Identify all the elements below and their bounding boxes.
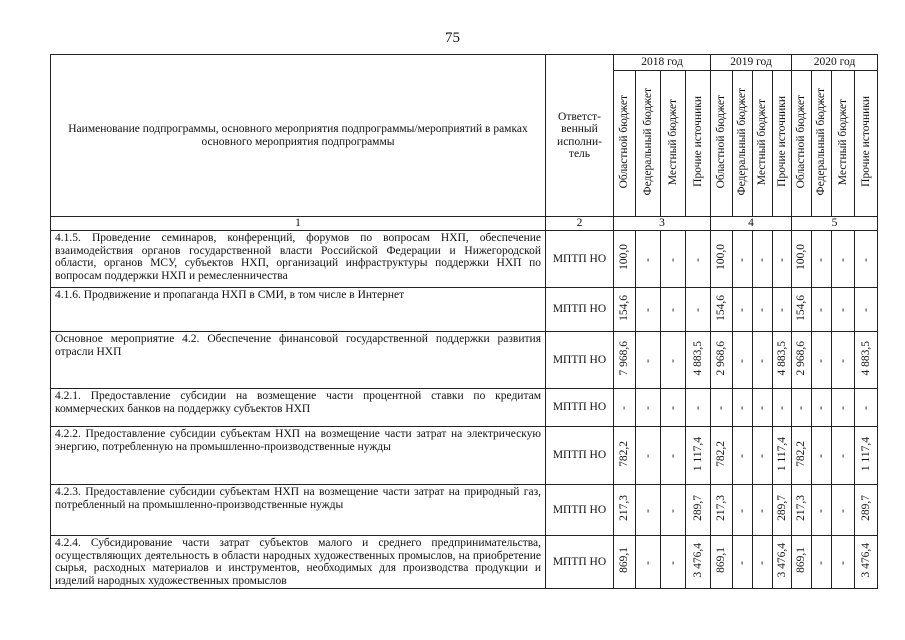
value-text: 7 968,6: [618, 341, 631, 376]
value-cell: [832, 427, 855, 485]
value-cell: [614, 536, 636, 589]
value-cell: [614, 288, 636, 332]
value-text: -: [815, 508, 828, 513]
header-responsible-text: Ответст- венный исполни- тель: [557, 110, 602, 160]
value-text: -: [715, 406, 728, 411]
value-text: 217,3: [795, 495, 808, 522]
value-text: -: [618, 406, 631, 411]
value-text: -: [691, 406, 704, 411]
value-text: -: [836, 454, 849, 459]
src-other: [686, 71, 711, 217]
value-text: 217,3: [618, 495, 631, 522]
value-text: -: [756, 308, 769, 313]
src-federal: [733, 71, 753, 217]
value-cell: [832, 389, 855, 427]
value-cell: [636, 231, 661, 288]
value-text: -: [666, 358, 679, 363]
value-text: -: [836, 308, 849, 313]
value-text: 2 968,6: [795, 341, 808, 376]
value-cell: [855, 427, 878, 485]
value-text: -: [815, 454, 828, 459]
value-text: -: [691, 257, 704, 262]
value-cell: [792, 288, 812, 332]
value-cell: [792, 427, 812, 485]
value-cell: [832, 231, 855, 288]
value-cell: [792, 485, 812, 536]
value-cell: [753, 231, 773, 288]
value-text: -: [756, 508, 769, 513]
value-text: 154,6: [618, 294, 631, 321]
value-cell: [773, 288, 792, 332]
table-row: [51, 427, 878, 485]
value-cell: [855, 536, 878, 589]
value-text: -: [756, 454, 769, 459]
value-cell: [733, 389, 753, 427]
value-cell: [812, 231, 832, 288]
value-text: -: [815, 406, 828, 411]
value-cell: [773, 427, 792, 485]
budget-table: [50, 54, 878, 589]
value-cell: [614, 389, 636, 427]
value-cell: [773, 485, 792, 536]
value-cell: [812, 427, 832, 485]
value-cell: [855, 332, 878, 389]
value-cell: [855, 231, 878, 288]
row-responsible: МПТП НО: [546, 332, 614, 389]
value-cell: [773, 231, 792, 288]
value-text: -: [815, 560, 828, 565]
header-responsible: [546, 55, 614, 217]
value-text: 3 476,4: [859, 543, 872, 578]
value-text: -: [641, 454, 654, 459]
table-row: [51, 536, 878, 589]
value-text: 289,7: [775, 495, 788, 522]
value-cell: [855, 288, 878, 332]
value-cell: [773, 332, 792, 389]
value-text: 100,0: [795, 244, 808, 271]
value-cell: [711, 231, 733, 288]
value-text: -: [859, 257, 872, 262]
row-name: 4.1.6. Продвижение и пропаганда НХП в СМИ, в том числе в Интернет: [51, 288, 546, 332]
table-row: [51, 231, 878, 288]
value-text: -: [756, 358, 769, 363]
value-cell: [832, 332, 855, 389]
src-local: [661, 71, 686, 217]
value-cell: [661, 427, 686, 485]
value-text: -: [859, 406, 872, 411]
table-row: [51, 485, 878, 536]
value-text: -: [795, 406, 808, 411]
value-cell: [661, 288, 686, 332]
value-cell: [614, 427, 636, 485]
value-text: -: [756, 560, 769, 565]
row-responsible: МПТП НО: [546, 485, 614, 536]
table-row: [51, 288, 878, 332]
value-cell: [855, 485, 878, 536]
row-name: 4.2.3. Предоставление субсидии субъектам НХП на возмещение части затрат на природный газ, потребленный на промышленно-производственные нужды: [51, 485, 546, 536]
src-label: Областной бюджет: [795, 95, 808, 189]
value-cell: [686, 536, 711, 589]
value-text: 3 476,4: [691, 543, 704, 578]
value-text: -: [641, 406, 654, 411]
value-cell: [661, 485, 686, 536]
value-cell: [753, 389, 773, 427]
value-text: -: [836, 406, 849, 411]
value-cell: [614, 332, 636, 389]
value-cell: [733, 485, 753, 536]
value-text: -: [859, 308, 872, 313]
value-text: 1 117,4: [691, 436, 704, 471]
src-label: Областной бюджет: [715, 95, 728, 189]
value-cell: [614, 231, 636, 288]
row-name: 4.2.2. Предоставление субсидии субъектам НХП на возмещение части затрат на электрическую энергию, потребленную на промышленно-производственные нужды: [51, 427, 546, 485]
value-text: -: [736, 560, 749, 565]
value-cell: [636, 288, 661, 332]
value-cell: [711, 427, 733, 485]
value-cell: [636, 332, 661, 389]
column-number: 5: [792, 217, 878, 231]
value-text: 217,3: [715, 495, 728, 522]
value-text: 782,2: [795, 440, 808, 467]
value-cell: [753, 427, 773, 485]
row-responsible: МПТП НО: [546, 288, 614, 332]
value-text: -: [736, 406, 749, 411]
value-cell: [661, 231, 686, 288]
value-text: -: [815, 308, 828, 313]
value-cell: [711, 485, 733, 536]
header-row-years: [51, 55, 878, 71]
value-cell: [792, 231, 812, 288]
value-cell: [661, 332, 686, 389]
row-name: 4.1.5. Проведение семинаров, конференций, форумов по вопросам НХП, обеспечение взаимодействия органов государственной власти Российской Федерации и Нижегородской области, органов МСУ, субъектов НХП, организаций инфраструктуры поддержки НХП по вопросам поддержки НХП и ремесленничества: [51, 231, 546, 288]
value-text: -: [836, 560, 849, 565]
column-number: 2: [546, 217, 614, 231]
value-text: 1 117,4: [775, 436, 788, 471]
value-text: 154,6: [795, 294, 808, 321]
value-text: 869,1: [618, 547, 631, 574]
value-text: -: [641, 560, 654, 565]
value-text: 4 883,5: [859, 341, 872, 376]
value-text: -: [641, 257, 654, 262]
src-label: Федеральный бюджет: [641, 88, 654, 196]
value-cell: [773, 536, 792, 589]
src-regional: [792, 71, 812, 217]
column-number: 3: [614, 217, 711, 231]
src-other: [855, 71, 878, 217]
value-text: 2 968,6: [715, 341, 728, 376]
src-label: Местный бюджет: [836, 98, 849, 185]
value-cell: [733, 288, 753, 332]
value-text: -: [736, 508, 749, 513]
value-text: -: [691, 308, 704, 313]
value-text: 154,6: [715, 294, 728, 321]
src-label: Федеральный бюджет: [736, 88, 749, 196]
value-cell: [686, 332, 711, 389]
column-number: 4: [711, 217, 792, 231]
value-cell: [686, 288, 711, 332]
value-cell: [812, 536, 832, 589]
column-number: 1: [51, 217, 546, 231]
year-2020: 2020 год: [792, 55, 878, 71]
value-cell: [686, 427, 711, 485]
value-cell: [686, 231, 711, 288]
value-text: -: [756, 257, 769, 262]
value-text: -: [736, 454, 749, 459]
value-cell: [832, 485, 855, 536]
value-text: -: [815, 358, 828, 363]
row-name: Основное мероприятие 4.2. Обеспечение финансовой государственной поддержки развития отрасли НХП: [51, 332, 546, 389]
value-cell: [832, 536, 855, 589]
value-cell: [812, 332, 832, 389]
value-text: -: [666, 406, 679, 411]
value-cell: [753, 485, 773, 536]
value-cell: [753, 536, 773, 589]
value-text: 782,2: [618, 440, 631, 467]
value-cell: [711, 536, 733, 589]
value-cell: [733, 427, 753, 485]
src-local: [753, 71, 773, 217]
value-text: -: [666, 257, 679, 262]
value-cell: [614, 485, 636, 536]
src-label: Местный бюджет: [666, 98, 679, 185]
value-text: -: [736, 257, 749, 262]
value-text: -: [641, 508, 654, 513]
value-cell: [711, 389, 733, 427]
table-row: [51, 332, 878, 389]
value-text: -: [666, 508, 679, 513]
value-cell: [636, 389, 661, 427]
value-cell: [855, 389, 878, 427]
value-cell: [753, 288, 773, 332]
value-text: 100,0: [715, 244, 728, 271]
row-name: 4.2.4. Субсидирование части затрат субъектов малого и среднего предпринимательства, осуществляющих деятельность в области народных художественных промыслов, на приобретение сырья, расходных материалов и инструментов, необходимых для производства продукции и изделий народных художественных промыслов: [51, 536, 546, 589]
src-regional: [711, 71, 733, 217]
value-text: -: [736, 358, 749, 363]
value-cell: [711, 332, 733, 389]
value-text: 1 117,4: [859, 436, 872, 471]
column-numbers-row: [51, 217, 878, 231]
value-cell: [812, 485, 832, 536]
value-text: 3 476,4: [775, 543, 788, 578]
value-cell: [773, 389, 792, 427]
value-cell: [636, 427, 661, 485]
row-responsible: МПТП НО: [546, 536, 614, 589]
value-text: -: [756, 406, 769, 411]
value-cell: [661, 536, 686, 589]
value-text: -: [666, 308, 679, 313]
value-cell: [661, 389, 686, 427]
value-cell: [686, 485, 711, 536]
src-label: Прочие источники: [775, 96, 788, 188]
row-responsible: МПТП НО: [546, 427, 614, 485]
header-name: Наименование подпрограммы, основного мероприятия подпрограммы/мероприятий в рамках основного мероприятия подпрограммы: [51, 55, 546, 217]
src-label: Местный бюджет: [756, 98, 769, 185]
value-cell: [832, 288, 855, 332]
value-text: 4 883,5: [775, 341, 788, 376]
value-text: -: [836, 257, 849, 262]
value-text: -: [836, 358, 849, 363]
value-text: 782,2: [715, 440, 728, 467]
value-cell: [636, 485, 661, 536]
value-text: -: [775, 308, 788, 313]
year-2018: 2018 год: [614, 55, 711, 71]
src-label: Прочие источники: [859, 96, 872, 188]
table-row: [51, 389, 878, 427]
value-text: 100,0: [618, 244, 631, 271]
value-text: 289,7: [859, 495, 872, 522]
value-cell: [792, 389, 812, 427]
page-number: 75: [445, 30, 460, 46]
value-cell: [812, 288, 832, 332]
value-text: -: [775, 257, 788, 262]
value-cell: [711, 288, 733, 332]
value-text: 869,1: [715, 547, 728, 574]
row-responsible: МПТП НО: [546, 231, 614, 288]
value-text: 289,7: [691, 495, 704, 522]
value-text: 4 883,5: [691, 341, 704, 376]
src-label: Федеральный бюджет: [815, 88, 828, 196]
value-text: -: [641, 308, 654, 313]
value-cell: [733, 536, 753, 589]
src-other: [773, 71, 792, 217]
src-label: Областной бюджет: [618, 95, 631, 189]
value-text: -: [641, 358, 654, 363]
value-text: 869,1: [795, 547, 808, 574]
src-local: [832, 71, 855, 217]
value-cell: [753, 332, 773, 389]
value-cell: [733, 231, 753, 288]
value-text: -: [666, 560, 679, 565]
src-federal: [636, 71, 661, 217]
row-responsible: МПТП НО: [546, 389, 614, 427]
value-text: -: [836, 508, 849, 513]
src-federal: [812, 71, 832, 217]
value-cell: [686, 389, 711, 427]
value-text: -: [815, 257, 828, 262]
value-text: -: [775, 406, 788, 411]
row-name: 4.2.1. Предоставление субсидии на возмещение части процентной ставки по кредитам коммерческих банков на поддержку субъектов НХП: [51, 389, 546, 427]
src-regional: [614, 71, 636, 217]
value-cell: [812, 389, 832, 427]
src-label: Прочие источники: [691, 96, 704, 188]
value-text: -: [666, 454, 679, 459]
value-text: -: [736, 308, 749, 313]
year-2019: 2019 год: [711, 55, 792, 71]
value-cell: [636, 536, 661, 589]
value-cell: [733, 332, 753, 389]
value-cell: [792, 332, 812, 389]
value-cell: [792, 536, 812, 589]
